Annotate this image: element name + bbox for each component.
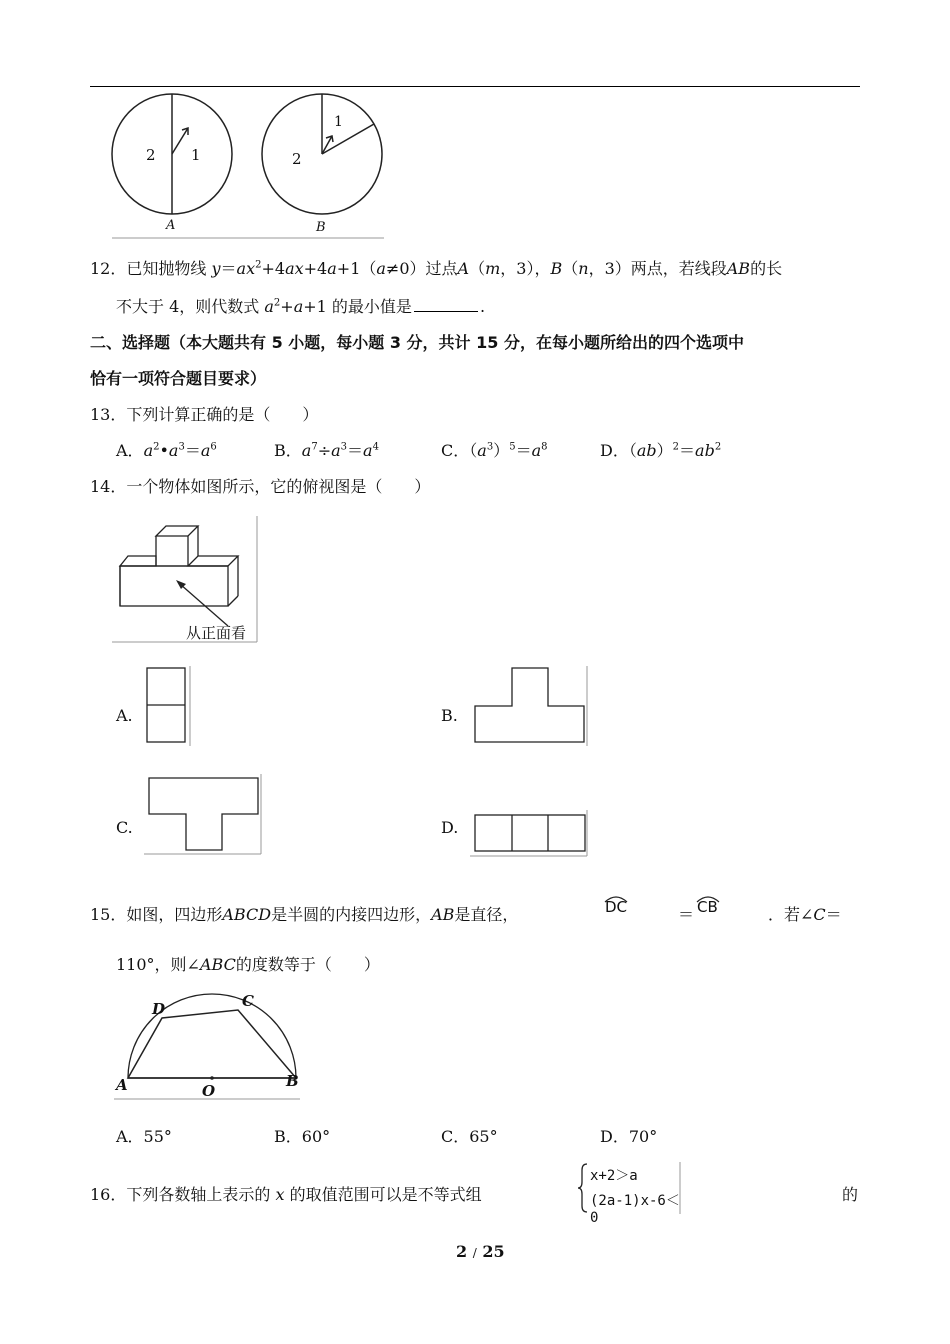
q14-option-a-figure[interactable]	[142, 664, 192, 748]
question-14-stem: 14．一个物体如图所示，它的俯视图是（ ）	[90, 477, 431, 496]
question-15-angle: ．若∠C＝	[768, 905, 842, 924]
q14-option-a-label[interactable]: A.	[116, 706, 133, 725]
q13-option-a[interactable]: A．$a^2•a^3=a^6$	[116, 441, 217, 460]
section-2-heading-line2: 恰有一项符合题目要求）	[90, 369, 267, 388]
header-rule	[90, 86, 860, 87]
q14-option-d-figure[interactable]	[468, 808, 590, 858]
q13-option-b[interactable]: B．$a^7\div a^3=a^4$	[274, 441, 379, 460]
arc-equals: ＝	[678, 905, 695, 924]
page-number: 2 / 25	[456, 1242, 505, 1261]
figure-caption-front-view: 从正面看	[186, 624, 247, 642]
q14-option-c-label[interactable]: C.	[116, 818, 133, 837]
q14-option-b-figure[interactable]	[468, 664, 590, 748]
q15-option-b[interactable]: B．60°	[274, 1127, 331, 1146]
point-d-label: D	[152, 1000, 166, 1018]
question-15-line2: 110°，则∠ABC的度数等于（ ）	[116, 955, 380, 974]
point-b-label: B	[286, 1072, 299, 1090]
question-16-tail: 的	[842, 1185, 859, 1204]
spinner-a-label-1: 1	[191, 146, 201, 164]
spinner-b-label-2: 2	[292, 150, 302, 168]
arc-dc: DC	[605, 898, 628, 916]
inequality-2: (2a-1)x-6＜0	[590, 1193, 680, 1226]
inequality-1: x+2＞a	[590, 1168, 638, 1184]
section-2-heading-line1: 二、选择题（本大题共有 5 小题，每小题 3 分，共计 15 分，在每小题所给出的四个选项中	[90, 333, 744, 352]
inequality-system	[578, 1162, 682, 1226]
spinner-figures	[108, 92, 388, 242]
q13-option-d[interactable]: D．$(ab)^2=ab^2$	[600, 441, 722, 460]
point-c-label: C	[242, 992, 254, 1010]
spinner-b-label-1: 1	[334, 114, 343, 130]
spinner-b-caption: B	[316, 220, 326, 235]
arc-cb: CB	[697, 898, 718, 916]
answer-blank[interactable]	[414, 295, 478, 312]
question-16-stem: 16．下列各数轴上表示的 x 的取值范围可以是不等式组	[90, 1185, 482, 1204]
question-12-line1: 12．已知抛物线 $y=ax^2+4ax+4a+1(a\ne 0)$过点A（m，3），B（n，3）两点，若线段AB的长	[90, 259, 783, 278]
question-12-line2: 不大于 4，则代数式 $a^2+a+1$ 的最小值是 .	[116, 297, 486, 316]
q15-option-a[interactable]: A．55°	[116, 1127, 172, 1146]
q15-option-d[interactable]: D．70°	[600, 1127, 658, 1146]
q14-option-d-label[interactable]: D.	[441, 818, 459, 837]
q13-option-c[interactable]: C．$(a^3)^5=a^8$	[441, 441, 548, 460]
q15-option-c[interactable]: C．65°	[441, 1127, 498, 1146]
point-a-label: A	[116, 1076, 128, 1094]
question-15-line1: 15．如图，四边形ABCD是半圆的内接四边形，AB是直径，	[90, 905, 519, 924]
q14-option-c-figure[interactable]	[142, 772, 264, 856]
question-13-stem: 13．下列计算正确的是（ ）	[90, 405, 319, 424]
q14-option-b-label[interactable]: B.	[441, 706, 458, 725]
spinner-a-caption: A	[166, 218, 176, 233]
spinner-a-label-2: 2	[146, 146, 156, 164]
point-o-label: O	[202, 1082, 216, 1100]
